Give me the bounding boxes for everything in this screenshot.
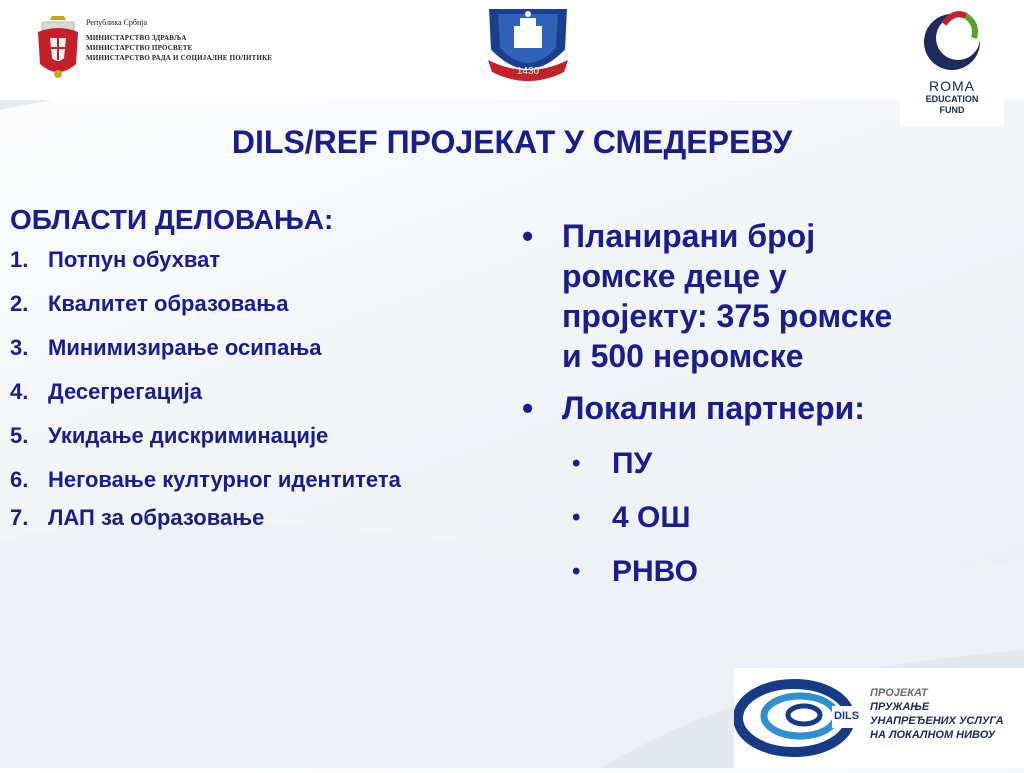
republic-label: Република Србија [86,18,147,27]
footer-line: ПРУЖАЊЕ [870,701,930,713]
ministry-line-education: МИНИСТАРСТВО ПРОСВЕТЕ [86,44,193,52]
item-number: 2. [10,291,29,316]
item-text: Неговање културног идентитета [48,467,401,492]
crest-year: 1430 [516,66,540,77]
item-text: Потпун обухват [48,247,221,272]
footer-text [870,686,1004,742]
bullet-planned-children [522,216,942,376]
list-item [10,504,500,532]
areas-list [10,246,500,532]
sub-bullet-symbol: • [572,558,581,585]
list-item [10,290,500,318]
bullet-text: Планирани број ромске деце у пројекту: 375 ромске и 500 нeромске [562,218,893,374]
dils-label: DILS [834,710,860,722]
sub-bullet-symbol: • [572,450,581,477]
item-number: 7. [10,505,29,530]
list-item [10,246,500,274]
areas-heading: ОБЛАСТИ ДЕЛОВАЊА: [10,204,334,235]
project-info-section [522,216,942,590]
city-crest-icon [470,0,586,94]
page-title: DILS/REF ПРОЈЕКАТ У СМЕДЕРЕВУ [231,124,793,160]
partner-text: ПУ [612,447,653,480]
footer-line: УНАПРЕЂЕНИХ УСЛУГА [870,715,1004,727]
list-item [10,466,500,494]
ministry-line-health: МИНИСТАРСТВО ЗДРАВЉА [86,34,187,42]
smederevo-crest [470,0,586,94]
partner-item [572,554,942,590]
ref-education-label: EDUCATION [925,94,979,104]
bullet-symbol: • [522,218,534,254]
list-item [10,378,500,406]
roma-education-fund-logo [900,2,1004,126]
item-text: ЛАП за образовање [48,505,265,530]
item-number: 6. [10,467,29,492]
item-text: Минимизирање осипања [48,335,322,360]
serbian-coat-of-arms-icon [36,14,80,84]
partner-text: 4 ОШ [612,501,691,534]
item-number: 3. [10,335,29,360]
item-number: 4. [10,379,29,404]
partner-item [572,446,942,482]
list-item [10,334,500,362]
item-text: Укидање дискриминације [48,423,329,448]
ref-fund-label: FUND [939,105,965,115]
item-text: Десегрегација [48,379,202,404]
footer-line: НА ЛОКАЛНОМ НИВОУ [870,729,996,741]
item-number: 5. [10,423,29,448]
partner-text: РНВО [612,555,698,588]
bullet-local-partners [522,388,942,428]
bullet-symbol: • [522,390,534,426]
areas-section [10,204,500,548]
list-item [10,422,500,450]
dils-logo [734,668,1024,768]
ministry-line-labour: МИНИСТАРСТВО РАДА И СОЦИЈАЛНЕ ПОЛИТИКЕ [86,54,273,62]
ref-roma-label: ROMA [929,78,975,94]
bullet-text: Локални партнери: [562,390,865,426]
ministry-logo [36,14,296,90]
item-text: Квалитет образовања [48,291,289,316]
sub-bullet-symbol: • [572,504,581,531]
ref-swirl-icon [900,2,1004,76]
item-number: 1. [10,247,29,272]
footer-line: ПРОЈЕКАТ [870,687,928,699]
partner-item [572,500,942,536]
